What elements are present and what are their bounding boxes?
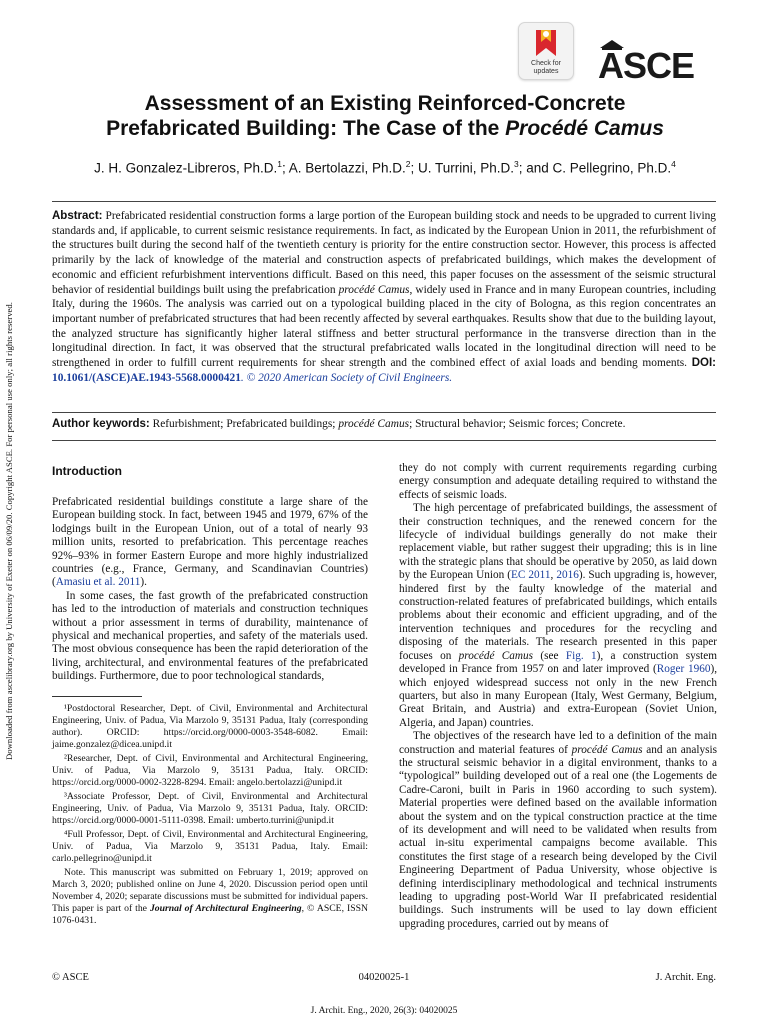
doi-link[interactable]: 10.1061/(ASCE)AE.1943-5568.0000421 xyxy=(52,371,241,384)
footnote-1: ¹Postdoctoral Researcher, Dept. of Civil, Environmental and Architectural Engineering, Univ. of Padua, Via Marzolo 9, 35131 Padua, Italy (corresponding author). ORCID: https://orcid.org/0000-0003-3548-6082. Email: jaime.gonzalez@dicea.unipd.it xyxy=(52,702,368,750)
title-line-2: Prefabricated Building: The Case of the Procédé Camus xyxy=(106,116,664,140)
abstract-bottom-rule xyxy=(52,412,716,413)
asce-logo-text: ASCE xyxy=(598,45,695,86)
footer-copyright: © ASCE xyxy=(52,972,89,983)
footer-page-number: 04020025-1 xyxy=(358,972,410,983)
article-title xyxy=(40,92,730,141)
asce-logo-icon xyxy=(598,38,720,86)
intro-paragraph-1: Prefabricated residential buildings constitute a large share of the European building stock. In fact, between 1945 and 1979, 67% of the lodgings built in the European Union, out of a total of nearly 93 million units, resorted to prefabrication. This percentage reaches 92%–93% in former Eastern Europe and more highly industrialized countries (e.g., France, Germany, and Scandinavian Countries) (Amasiu et al. 2011). xyxy=(52,496,368,589)
introduction-heading: Introduction xyxy=(52,464,122,478)
author-list: J. H. Gonzalez-Libreros, Ph.D.$^1$; A. Bertolazzi, Ph.D.$^2$; U. Turrini, Ph.D.$^3$; and C. Pellegrino, Ph.D.$^4$ xyxy=(94,159,676,176)
page-footer xyxy=(52,972,716,988)
check-for-updates-label: Check for updates xyxy=(531,60,561,75)
title-line-1: Assessment of an Existing Reinforced-Concrete xyxy=(144,92,626,115)
keywords-bottom-rule xyxy=(52,440,716,441)
left-column xyxy=(52,462,368,929)
abstract-label: Abstract: xyxy=(52,210,103,222)
right-column xyxy=(399,462,717,931)
reference-link[interactable]: 2016 xyxy=(556,569,579,582)
intro-paragraph-2: In some cases, the fast growth of the prefabricated construction has led to the introduction of materials and construction techniques without a prior assessment in terms of durability, maintenance of physical and mechanical properties, and safety of the materials used. The most obvious consequence has been the rapid deterioration of the living, architectural, and environmental features of the prefabricated buildings. Furthermore, due to poor technological standards, xyxy=(52,589,368,683)
footnote-2: ²Researcher, Dept. of Civil, Environmental and Architectural Engineering, Univ. of Padua, Via Marzolo 9, 35131 Padua, Italy. ORCID: https://orcid.org/0000-0002-3228-8294. Email: angelo.bertolazzi@unipd.it xyxy=(52,752,368,788)
right-paragraph-2: The high percentage of prefabricated buildings, the assessment of their construction techniques, and the renewed concern for the lifecycle of individual buildings generally do not make their replacement viable, but rather suggest their upgrading; this is in line with the strategic plans that should be operative by 2050, as laid down by the European Union (EC 2011, 2016). Such upgrading is, however, hindered first by the faulty knowledge of the material and construction-related features of prefabricated buildings, which entails problems about their economic and efficient upgrading, and of the intervention techniques and procedures for the recycling and disposing of the materials. The research presented in this paper focuses on procédé Camus (see Fig. 1), a construction system developed in France from 1957 on and later improved (Roger 1960), which enjoyed widespread success not only in the new French quarters, but also in many European (Italy, West Germany, Belgium, Great Britain, and Austria) and extra-European (Soviet Union, Algeria, and Japan) countries. xyxy=(399,502,718,729)
figure-link[interactable]: Fig. 1 xyxy=(565,649,597,662)
footer-journal: J. Archit. Eng. xyxy=(655,972,716,983)
footnote-3: ³Associate Professor, Dept. of Civil, Environmental and Architectural Engineering, Univ. of Padua, Via Marzolo 9, 35131 Padua, Italy. ORCID: https://orcid.org/0000-0001-5111-0398. Email: umberto.turrini@unipd.it xyxy=(52,790,368,826)
submission-note: Note. This manuscript was submitted on February 1, 2019; approved on March 3, 2020; published online on June 4, 2020. Discussion period open until November 4, 2020; separate discussions must be submitted for individual papers. This paper is part of the Journal of Architectural Engineering, © ASCE, ISSN 1076-0431. xyxy=(52,866,368,926)
citation-line: J. Archit. Eng., 2020, 26(3): 04020025 xyxy=(310,1006,458,1016)
download-notice-text: Downloaded from ascelibrary.org by University of Exeter on 06/09/20. Copyright ASCE. For personal use only; all rights reserved. xyxy=(4,302,14,760)
abstract-top-rule xyxy=(52,201,716,202)
download-notice-sidebar xyxy=(2,240,16,760)
footnote-4: ⁴Full Professor, Dept. of Civil, Environmental and Architectural Engineering, Univ. of Padua, Via Marzolo 9, 35131 Padua, Italy. Email: carlo.pellegrino@unipd.it xyxy=(52,828,368,864)
doi-label: DOI: xyxy=(691,357,716,370)
footnote-rule xyxy=(52,696,142,697)
check-for-updates-badge[interactable] xyxy=(518,22,574,80)
asce-logo xyxy=(598,38,720,86)
abstract: Abstract: Prefabricated residential construction forms a large portion of the European building stock and needs to be upgraded to current living standards and, if applicable, to current seismic resistance requirements. In fact, as indicated by the European Union in 2011, the refurbishment of the structures built during the second half of the twentieth century is priority for the entire construction sector. However, this process is affected primarily by the lack of knowledge of the material and construction aspects of prefabricated buildings, which makes the development of economic and efficient refurbishment interventions difficult. Based on this need, this paper focuses on the assessment of the seismic structural behavior of residential buildings built using the prefabrication procédé Camus, widely used in France and in many European countries, including Italy, during the 1960s. The analysis was carried out on a typological building placed in the city of Bologna, as this region concentrates an important number of prefabricated structures that had been recently affected by several earthquakes. Results show that due to the building layout, the analyzed structure has significantly higher lateral stiffness and better structural performance in the transverse direction than in the longitudinal direction. In fact, it was observed that the structural prefabricated walls located in the longitudinal direction will need to be strengthened in order to fulfill current requirements for shear strength and the combined effect of axial loads and bending moments. DOI: 10.1061/(ASCE)AE.1943-5568.0000421. © 2020 American Society of Civil Engineers. xyxy=(52,210,716,384)
author-keywords: Author keywords: Refurbishment; Prefabricated buildings; procédé Camus; Structural behavior; Seismic forces; Concrete. xyxy=(52,418,626,430)
right-paragraph-1: they do not comply with current requirements regarding curbing energy consumption and adequate detailing required to withstand the effects of seismic loads. xyxy=(399,462,717,501)
bookmark-icon xyxy=(533,28,559,58)
right-paragraph-3: The objectives of the research have led to a definition of the main construction and material features of procédé Camus and an analysis the structural seismic behavior in a digital environment, thanks to a “typological” building developed out of a real one (the Logements de Cadre-Caroni, built in Paris in 1960 according to such system). Material properties were defined based on the available information about the system and on the typical construction practice at the time of its development and will need to be validated when results from actual in-situ experimental campaigns become available. This constitutes the first stage of a research being developed by the Civil Engineering Department of Padua University, whose objective is defining interdisciplinary methodological and technical instruments leading to upgrading post-World War II prefabricated residential buildings. Such instruments will be used to lay down efficient upgrading procedures, carried out by means of xyxy=(399,730,717,930)
reference-link[interactable]: Amasiu et al. 2011 xyxy=(55,576,141,589)
reference-link[interactable]: EC 2011 xyxy=(511,569,551,582)
reference-link[interactable]: Roger 1960 xyxy=(656,663,711,676)
